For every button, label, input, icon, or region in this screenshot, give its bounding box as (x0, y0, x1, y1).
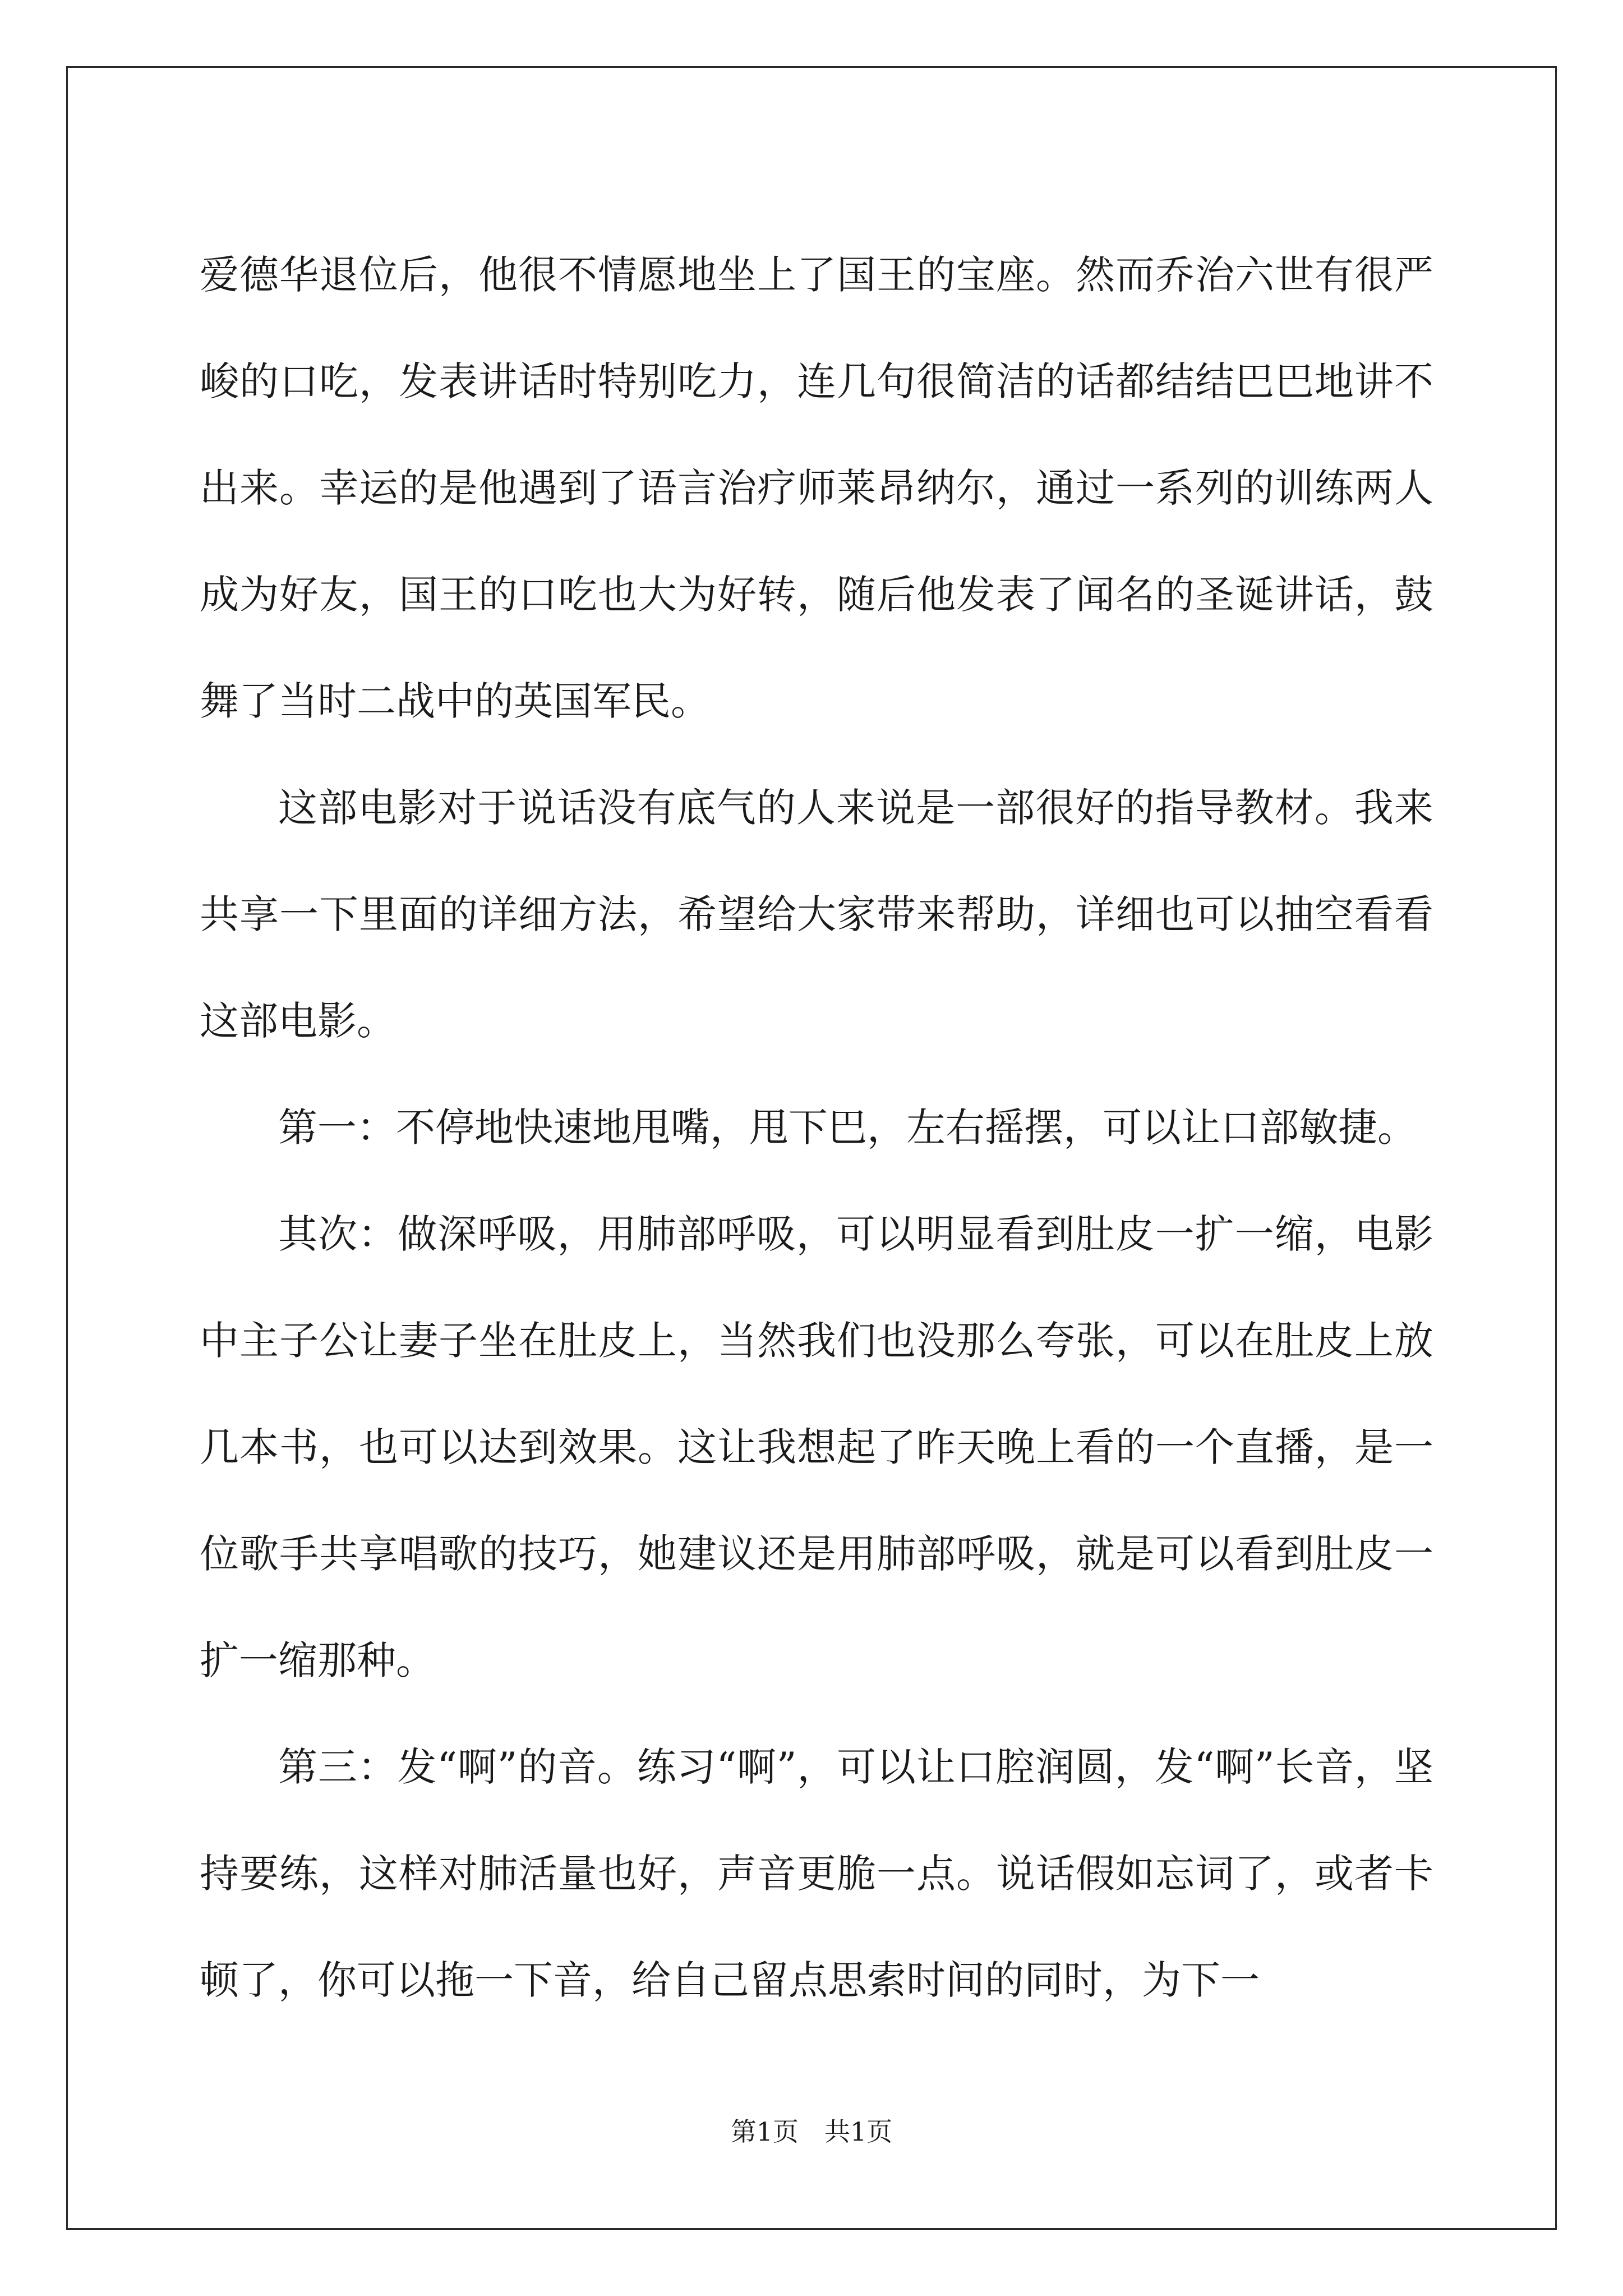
paragraph-3: 第一：不停地快速地甩嘴，甩下巴，左右摇摆，可以让口部敏捷。 (278, 1105, 1417, 1151)
paragraph-4: 其次：做深呼吸，用肺部呼吸，可以明显看到肚皮一扩一缩，电影中主子公让妻子坐在肚皮上，当然我们也没那么夸张，可以在肚皮上放几本书，也可以达到效果。这让我想起了昨天晚上看的一个直播，是一位歌手共享唱歌的技巧，她建议还是用肺部呼吸，就是可以看到肚皮一扩一缩那种。 (200, 1211, 1433, 1683)
page-total: 共1页 (824, 2116, 893, 2147)
paragraph-2: 这部电影对于说话没有底气的人来说是一部很好的指导教材。我来共享一下里面的详细方法，希望给大家带来帮助，详细也可以抽空看看这部电影。 (200, 785, 1433, 1044)
page-number: 第1页 (730, 2116, 799, 2147)
document-body (200, 222, 1433, 2033)
page-footer (0, 2115, 1623, 2148)
paragraph-1: 爱德华退位后，他很不情愿地坐上了国王的宝座。然而乔治六世有很严峻的口吃，发表讲话时特别吃力，连几句很简洁的话都结结巴巴地讲不出来。幸运的是他遇到了语言治疗师莱昂纳尔，通过一系列的训练两人成为好友，国王的口吃也大为好转，随后他发表了闻名的圣诞讲话，鼓舞了当时二战中的英国军民。 (200, 252, 1433, 724)
paragraph-5: 第三：发“啊”的音。练习“啊”，可以让口腔润圆，发“啊”长音，坚持要练，这样对肺活量也好，声音更脆一点。说话假如忘词了，或者卡顿了，你可以拖一下音，给自己留点思索时间的同时，为下一 (200, 1744, 1433, 2003)
